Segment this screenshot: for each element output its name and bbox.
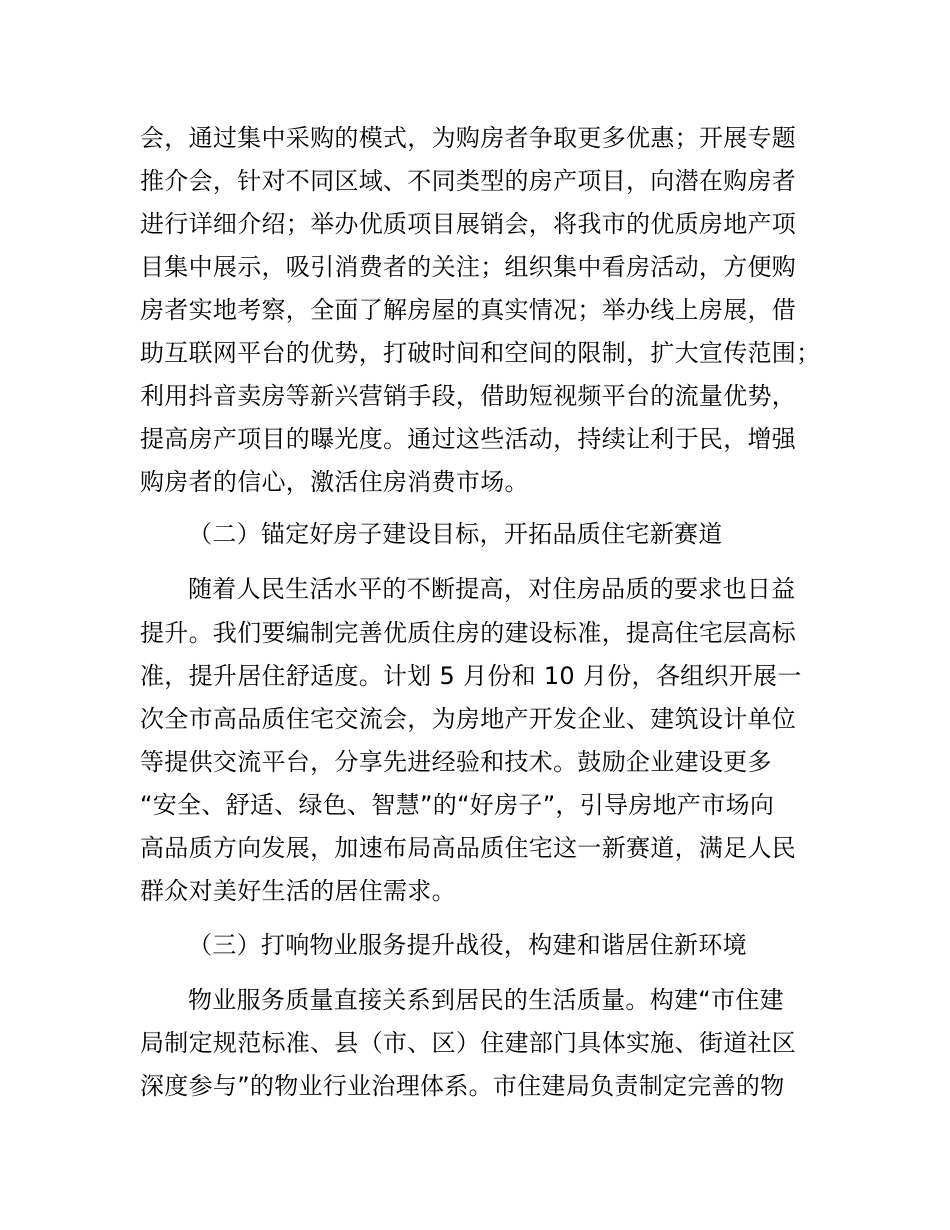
paragraph-line: 购房者的信心，激活住房消费市场。 [140,468,529,496]
paragraph-line: “安全、舒适、绿色、智慧”的“好房子”，引导房地产市场向 [140,791,775,819]
paragraph-line: 助互联网平台的优势，打破时间和空间的限制，扩大宣传范围； [140,339,821,367]
paragraph-line: 会，通过集中采购的模式，为购房者争取更多优惠；开展专题 [140,124,797,152]
paragraph-line: 高品质方向发展，加速布局高品质住宅这一新赛道，满足人民 [140,834,797,862]
paragraph-line: 随着人民生活水平的不断提高，对住房品质的要求也日益 [188,575,796,603]
paragraph-line: 进行详细介绍；举办优质项目展销会，将我市的优质房地产项 [140,210,797,238]
paragraph-line: 次全市高品质住宅交流会，为房地产开发企业、建筑设计单位 [140,705,797,733]
paragraph-line: 房者实地考察，全面了解房屋的真实情况；举办线上房展，借 [140,296,797,324]
paragraph-line: 群众对美好生活的居住需求。 [140,877,456,905]
paragraph-line: 推介会，针对不同区域、不同类型的房产项目，向潜在购房者 [140,167,797,195]
paragraph-line: 准，提升居住舒适度。计划 5 月份和 10 月份，各组织开展一 [140,662,802,690]
paragraph-line: 提升。我们要编制完善优质住房的建设标准，提高住宅层高标 [140,619,797,647]
paragraph-line: 等提供交流平台，分享先进经验和技术。鼓励企业建设更多 [140,748,772,776]
paragraph-line: 深度参与”的物业行业治理体系。市住建局负责制定完善的物 [140,1072,785,1100]
paragraph-line: 利用抖音卖房等新兴营销手段，借助短视频平台的流量优势， [140,382,797,410]
paragraph-line: 提高房产项目的曝光度。通过这些活动，持续让利于民，增强 [140,425,797,453]
paragraph-line: 局制定规范标准、县（市、区）住建部门具体实施、街道社区 [140,1029,797,1057]
paragraph-line: 目集中展示，吸引消费者的关注；组织集中看房活动，方便购 [140,253,797,281]
section-heading: （三）打响物业服务提升战役，构建和谐居住新环境 [188,931,747,959]
paragraph-line: 物业服务质量直接关系到居民的生活质量。构建“市住建 [188,986,784,1014]
section-heading: （二）锚定好房子建设目标，开拓品质住宅新赛道 [188,520,723,548]
